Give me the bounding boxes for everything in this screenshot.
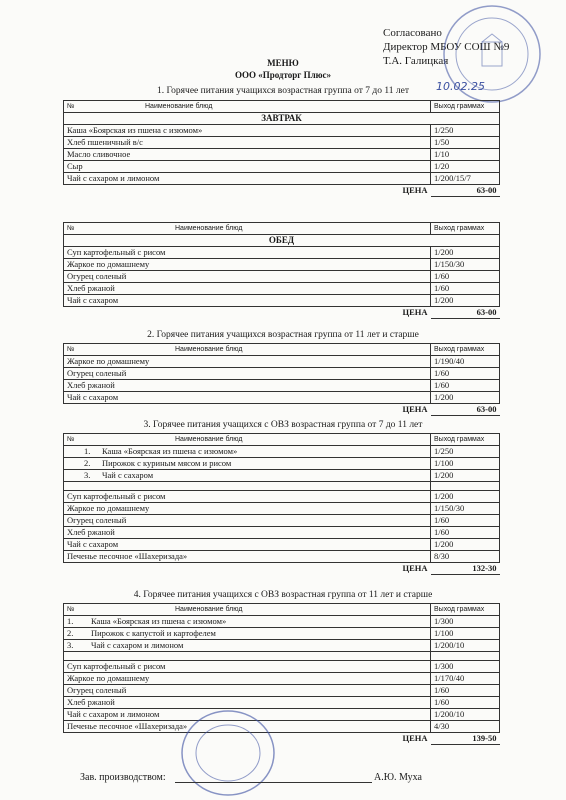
meal-title: ОБЕД [64, 235, 500, 247]
table-row: Жаркое по домашнему 1/150/30 [64, 503, 500, 515]
table-row: Хлеб ржаной 1/60 [64, 697, 500, 709]
section-2-heading: 2. Горячее питания учащихся возрастная группа от 11 лет и старше [147, 330, 419, 340]
section-1-heading: 1. Горячее питания учащихся возрастная группа от 7 до 11 лет [157, 86, 409, 96]
section-4-heading: 4. Горячее питания учащихся с ОВЗ возрастная группа от 11 лет и старше [133, 590, 433, 600]
table-row: 1. Каша «Боярская из пшена с изюмом» 1/250 [64, 446, 500, 458]
meal-title: ЗАВТРАК [64, 113, 500, 125]
table-row: Огурец соленый 1/60 [64, 368, 500, 380]
table-row: Огурец соленый 1/60 [64, 685, 500, 697]
table-row: Жаркое по домашнему 1/170/40 [64, 673, 500, 685]
table-row: Чай с сахаром и лимоном 1/200/10 [64, 709, 500, 721]
header-output: Выход граммах [431, 101, 500, 113]
table-row: Масло сливочное 1/10 [64, 149, 500, 161]
separator-row [64, 482, 500, 491]
header-output: Выход граммах [431, 604, 500, 616]
table-row: Хлеб ржаной 1/60 [64, 527, 500, 539]
header-output: Выход граммах [431, 434, 500, 446]
menu-table-lunch [63, 222, 500, 319]
table-row: Хлеб пшеничный в/с 1/50 [64, 137, 500, 149]
table-row: Каша «Боярская из пшена с изюмом» 1/250 [64, 125, 500, 137]
price-row: ЦЕНА 132-30 [64, 563, 500, 575]
table-row: Чай с сахаром 1/200 [64, 392, 500, 404]
approval-title: Согласовано [383, 27, 442, 39]
table-row: 2. Пирожок с куриным мясом и рисом 1/100 [64, 458, 500, 470]
price-row: ЦЕНА 63-00 [64, 185, 500, 197]
table-row: Суп картофельный с рисом 1/200 [64, 491, 500, 503]
table-row: Сыр 1/20 [64, 161, 500, 173]
separator-row [64, 652, 500, 661]
table-row: 1. Каша «Боярская из пшена с изюмом» 1/300 [64, 616, 500, 628]
menu-table-section-2 [63, 343, 500, 416]
table-row: Чай с сахаром и лимоном 1/200/15/7 [64, 173, 500, 185]
table-row: 2. Пирожок с капустой и картофелем 1/100 [64, 628, 500, 640]
company-stamp [178, 707, 278, 799]
handwritten-date: 10.02.25 [436, 80, 485, 93]
header-num-name: № Наименование блюд [64, 344, 431, 356]
table-row: Хлеб ржаной 1/60 [64, 380, 500, 392]
section-3-heading: 3. Горячее питания учащихся с ОВЗ возрастная группа от 7 до 11 лет [143, 420, 423, 430]
approval-name: Т.А. Галицкая [383, 55, 449, 67]
table-row: Печенье песочное «Шахеризада» 8/30 [64, 551, 500, 563]
table-row: Огурец соленый 1/60 [64, 515, 500, 527]
footer-label: Зав. производством: [80, 772, 166, 783]
table-row: 3. Чай с сахаром 1/200 [64, 470, 500, 482]
table-row: Жаркое по домашнему 1/190/40 [64, 356, 500, 368]
document-title: МЕНЮ [267, 58, 299, 68]
table-row: Чай с сахаром 1/200 [64, 295, 500, 307]
table-row: 3. Чай с сахаром и лимоном 1/200/10 [64, 640, 500, 652]
menu-table-breakfast [63, 100, 500, 197]
table-row: Печенье песочное «Шахеризада» 4/30 [64, 721, 500, 733]
table-row: Хлеб ржаной 1/60 [64, 283, 500, 295]
price-row: ЦЕНА 63-00 [64, 307, 500, 319]
table-row: Огурец соленый 1/60 [64, 271, 500, 283]
table-row: Суп картофельный с рисом 1/200 [64, 247, 500, 259]
header-output: Выход граммах [431, 344, 500, 356]
table-row: Суп картофельный с рисом 1/300 [64, 661, 500, 673]
header-num-name: № Наименование блюд [64, 604, 431, 616]
table-row: Чай с сахаром 1/200 [64, 539, 500, 551]
approval-position: Директор МБОУ СОШ №9 [383, 41, 510, 53]
price-row: ЦЕНА 139-50 [64, 733, 500, 745]
menu-table-section-4 [63, 603, 500, 745]
company-name: ООО «Продторг Плюс» [234, 70, 332, 80]
price-row: ЦЕНА 63-00 [64, 404, 500, 416]
header-num-name: № Наименование блюд [64, 434, 431, 446]
header-num-name: № Наименование блюд [64, 223, 431, 235]
header-num-name: № Наименование блюд [64, 101, 431, 113]
signature-line [175, 782, 372, 783]
header-output: Выход граммах [431, 223, 500, 235]
table-row: Жаркое по домашнему 1/150/30 [64, 259, 500, 271]
footer-name: А.Ю. Муха [374, 772, 422, 783]
menu-table-section-3 [63, 433, 500, 575]
